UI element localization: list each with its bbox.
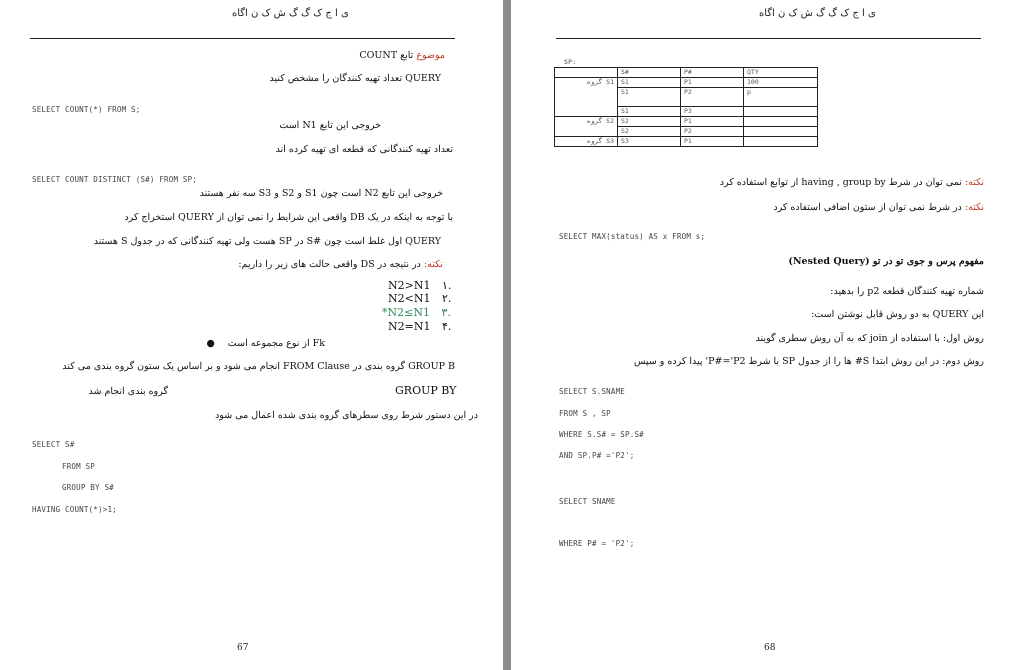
list-item-text: N2≤N1 <box>387 306 430 319</box>
table-cell: QTY <box>744 68 818 78</box>
header-rule <box>556 38 981 39</box>
table-cell: p <box>744 88 818 107</box>
table-header-row <box>555 68 818 78</box>
join-line: روش اول: با استفاده از join که به آن روش سطری گویند <box>755 333 984 344</box>
fk-text: Fk از نوع مجموعه است <box>227 338 325 349</box>
having-note-line <box>720 177 984 188</box>
nested-query-title: مفهوم پرس و جوی تو در تو (Nested Query) <box>788 256 984 267</box>
p2-line: شماره تهیه کنندگان قطعه p2 را بدهید: <box>830 286 984 297</box>
table-row <box>555 117 818 127</box>
list-item-text: N2<N1 <box>388 292 431 305</box>
max-note-line <box>773 202 984 213</box>
table-cell: S2 <box>618 127 681 137</box>
list-item: *N2≤N1 ۳. <box>382 306 451 319</box>
note-text: نمی توان در شرط having , group by از توابع استفاده کرد <box>719 177 962 188</box>
table-cell <box>555 68 618 78</box>
table-title: SP: <box>564 58 577 66</box>
page-number: 67 <box>237 643 249 653</box>
table-cell: P3 <box>681 107 744 117</box>
group-cell: گروه S1 <box>555 78 618 117</box>
code-line: FROM S , SP <box>559 409 611 418</box>
table-row <box>555 78 818 88</box>
code-line: GROUP BY S# <box>62 483 114 492</box>
code-line: SELECT S# <box>32 440 75 449</box>
list-item <box>388 279 451 292</box>
table-cell: P2 <box>681 88 744 107</box>
note-red-label: نکته: <box>423 259 443 270</box>
note-text: در شرط نمی توان از ستون اضافی استفاده کرد <box>773 202 962 213</box>
fk-line <box>206 338 325 349</box>
note-line <box>238 259 443 270</box>
page-number: 68 <box>764 643 776 653</box>
table-cell: 100 <box>744 78 818 88</box>
note-red-label: نکته: <box>964 177 984 188</box>
table-cell: S1 <box>618 78 681 88</box>
query-methods-line: این QUERY به دو روش قابل نوشتن است: <box>811 309 984 320</box>
note-red-label: نکته: <box>964 202 984 213</box>
code-line: SELECT SNAME <box>559 497 616 506</box>
group-cell: گروه S3 <box>555 137 618 147</box>
table-cell: S2 <box>618 117 681 127</box>
db-line: با توجه به اینکه در یک DB واقعی این شرایط را نمی توان از QUERY استخراج کرد <box>124 212 453 223</box>
bullet-icon: ● <box>206 338 215 349</box>
page-header: ی ا ج ک گ گ ش ک ن اگاه <box>759 8 876 19</box>
table-cell: P1 <box>681 117 744 127</box>
groupby-note: گروه بندی انجام شد <box>88 386 168 397</box>
sp-table <box>554 67 818 147</box>
table-cell: S# <box>618 68 681 78</box>
table-cell: P2 <box>681 127 744 137</box>
table-cell <box>744 107 818 117</box>
group-cell: گروه S2 <box>555 117 618 137</box>
code-line: AND SP.P# ='P2'; <box>559 451 635 460</box>
table-cell: P1 <box>681 137 744 147</box>
page-67 <box>0 0 503 670</box>
sp-line: QUERY اول غلط است چون #S در SP هست ولی تهیه کنندگانی که در جدول S هستند <box>93 236 441 247</box>
list-number: ۳. <box>441 306 451 319</box>
having-line: در این دستور شرط روی سطرهای گروه بندی شده اعمال می شود <box>215 410 478 421</box>
list-number: ۴. <box>441 320 452 333</box>
code-line: SELECT S.SNAME <box>559 387 626 396</box>
note-text: در نتیجه در DS واقعی حالت های زیر را داریم: <box>238 259 421 270</box>
list-item-text: N2=N1 <box>388 320 431 333</box>
s1s3-line: خروجی این تابع N2 است چون S1 و S2 و S3 سه نفر هستند <box>199 188 443 199</box>
header-rule <box>30 38 455 39</box>
list-number: ۲. <box>441 292 452 305</box>
groupby-line: GROUP B گروه بندی در FROM Clause انجام می شود و بر اساس یک ستون گروه بندی می کند <box>62 361 455 372</box>
list-number: ۱. <box>441 279 452 292</box>
query-line: QUERY تعداد تهیه کنندگان را مشخص کنید <box>269 73 441 84</box>
table-cell: P# <box>681 68 744 78</box>
table-cell: S1 <box>618 107 681 117</box>
table-cell <box>744 117 818 127</box>
code-line: HAVING COUNT(*)>1; <box>32 505 117 514</box>
code-max: SELECT MAX(status) AS x FROM s; <box>559 232 706 241</box>
list-item <box>388 320 451 333</box>
title-text: تابع COUNT <box>359 50 414 61</box>
subquery-line: روش دوم: در این روش ابتدا S# ها را از جدول SP با شرط P#='P2' پیدا کرده و سپس <box>633 356 984 367</box>
code-line: WHERE P# = 'P2'; <box>559 539 635 548</box>
table-cell: S1 <box>618 88 681 107</box>
list-item-text: N2>N1 <box>388 279 431 292</box>
code-block-2: SELECT COUNT DISTINCT (S#) FROM SP; <box>32 175 198 184</box>
title-red-label: موضوع <box>416 50 445 61</box>
code-line: WHERE S.S# = SP.S# <box>559 430 644 439</box>
table-cell: S3 <box>618 137 681 147</box>
distinct-line: تعداد تهیه کنندگانی که قطعه ای تهیه کرده اند <box>275 144 453 155</box>
table-row <box>555 137 818 147</box>
code-block-1: SELECT COUNT(*) FROM S; <box>32 105 141 114</box>
list-item <box>388 292 451 305</box>
code-line: FROM SP <box>62 462 96 471</box>
groupby-label: GROUP BY <box>395 384 457 397</box>
page-header: ی ا ج ک گ گ ش ک ن اگاه <box>232 8 349 19</box>
section-title <box>359 50 445 61</box>
table-cell: P1 <box>681 78 744 88</box>
page-68 <box>511 0 1020 670</box>
table-cell <box>744 127 818 137</box>
n1-line: خروجی این تابع N1 است <box>279 120 381 131</box>
table-cell <box>744 137 818 147</box>
